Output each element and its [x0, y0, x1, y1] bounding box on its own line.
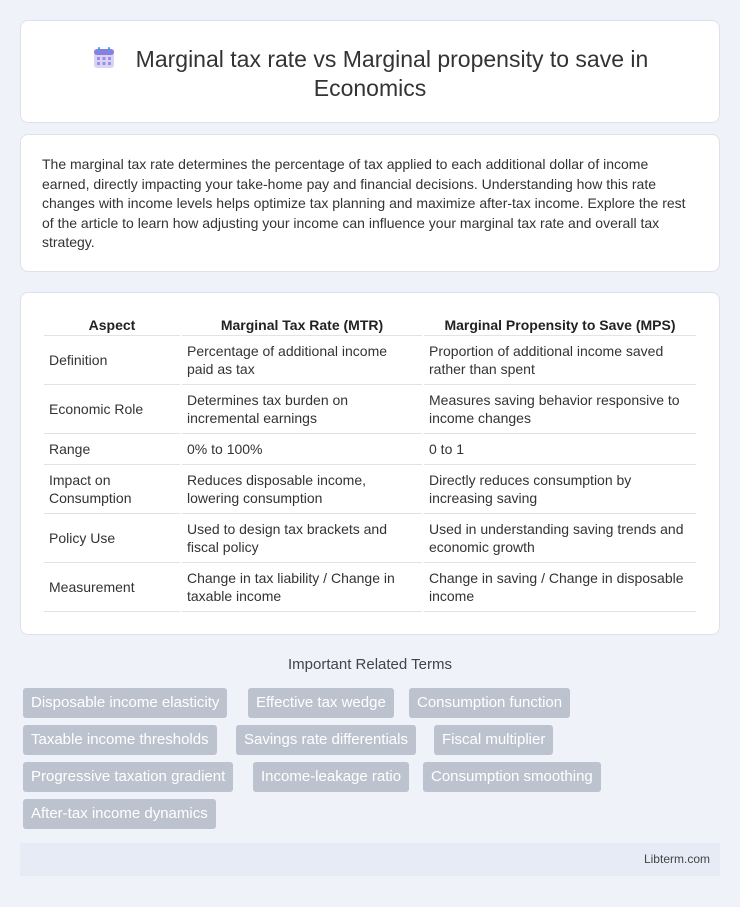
comparison-table — [42, 315, 698, 612]
related-terms-heading: Important Related Terms — [288, 656, 452, 673]
table-header-row — [44, 315, 696, 336]
intro-paragraph: The marginal tax rate determines the percentage of tax applied to each additional dollar of income earned, directly impacting your take-home pay and financial decisions. Understanding how this rate changes with income levels helps optimize tax planning and maximize after-tax income. Explore the rest of the article to learn how adjusting your income can influence your marginal tax rate and overall tax strategy. — [42, 156, 686, 251]
related-term-tag[interactable]: Consumption smoothing — [423, 762, 601, 792]
row-mtr: Change in tax liability / Change in taxable income — [182, 563, 422, 612]
table-row — [44, 336, 696, 385]
row-mtr: Determines tax burden on incremental earnings — [182, 385, 422, 434]
table-row — [44, 434, 696, 465]
table-row — [44, 514, 696, 563]
table-row — [44, 563, 696, 612]
comparison-card — [20, 292, 720, 635]
footer-brand[interactable]: Libterm.com — [643, 852, 710, 866]
related-term-tag[interactable]: Fiscal multiplier — [434, 725, 553, 755]
row-mps: Used in understanding saving trends and economic growth — [424, 514, 696, 563]
row-aspect: Measurement — [44, 563, 180, 612]
related-term-tag[interactable]: After-tax income dynamics — [23, 799, 216, 829]
row-aspect: Economic Role — [44, 385, 180, 434]
row-mps: Proportion of additional income saved rather than spent — [424, 336, 696, 385]
related-term-tag[interactable]: Effective tax wedge — [248, 688, 394, 718]
related-term-tag[interactable]: Progressive taxation gradient — [23, 762, 233, 792]
intro-card — [20, 134, 720, 272]
row-mtr: Percentage of additional income paid as tax — [182, 336, 422, 385]
footer — [20, 843, 720, 876]
related-term-tag[interactable]: Income-leakage ratio — [253, 762, 409, 792]
row-aspect: Impact on Consumption — [44, 465, 180, 514]
header-mtr: Marginal Tax Rate (MTR) — [182, 315, 422, 336]
row-mps: 0 to 1 — [424, 434, 696, 465]
table-row — [44, 385, 696, 434]
row-aspect: Policy Use — [44, 514, 180, 563]
page-title: Marginal tax rate vs Marginal propensity to save in Economics — [135, 46, 649, 101]
row-mps: Change in saving / Change in disposable income — [424, 563, 696, 612]
title-card — [20, 20, 720, 123]
related-term-tag[interactable]: Disposable income elasticity — [23, 688, 227, 718]
related-term-tag[interactable]: Consumption function — [409, 688, 570, 718]
row-aspect: Definition — [44, 336, 180, 385]
row-mps: Measures saving behavior responsive to income changes — [424, 385, 696, 434]
header-aspect: Aspect — [44, 315, 180, 336]
related-term-tag[interactable]: Savings rate differentials — [236, 725, 416, 755]
table-row — [44, 465, 696, 514]
row-mtr: Used to design tax brackets and fiscal policy — [182, 514, 422, 563]
header-mps: Marginal Propensity to Save (MPS) — [424, 315, 696, 336]
row-mtr: Reduces disposable income, lowering consumption — [182, 465, 422, 514]
row-mps: Directly reduces consumption by increasing saving — [424, 465, 696, 514]
row-mtr: 0% to 100% — [182, 434, 422, 465]
calendar-icon — [92, 46, 116, 70]
row-aspect: Range — [44, 434, 180, 465]
related-term-tag[interactable]: Taxable income thresholds — [23, 725, 217, 755]
